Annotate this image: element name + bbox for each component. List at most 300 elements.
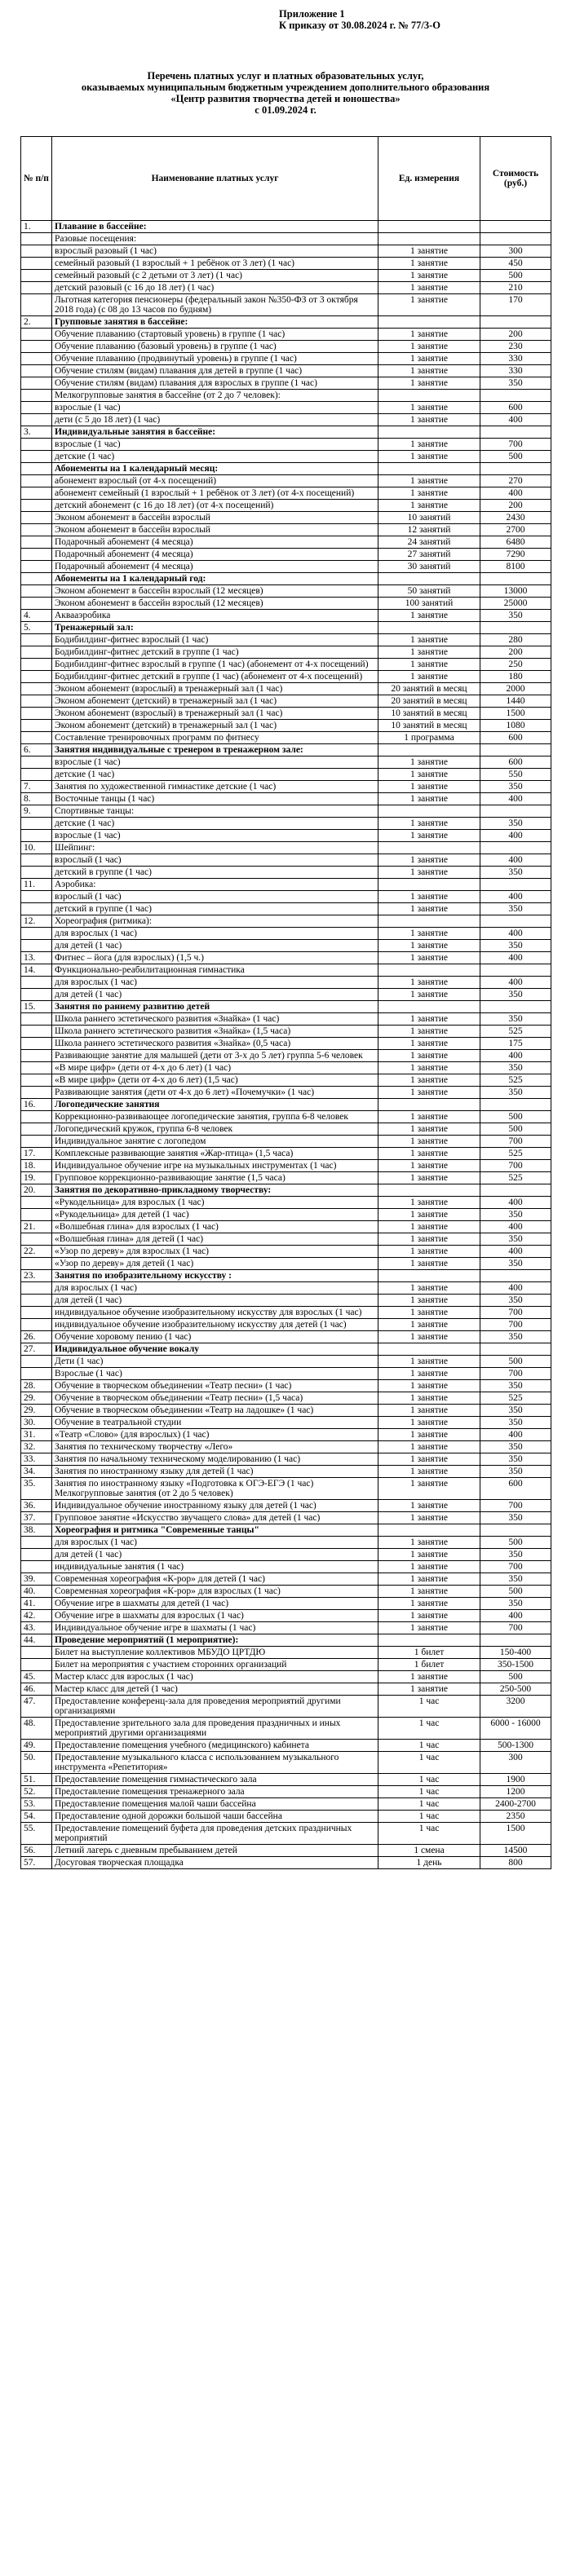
row-number-cell: 47.	[21, 1696, 52, 1718]
unit-cell: 1 занятие	[378, 414, 480, 426]
service-name-cell: Спортивные танцы:	[52, 805, 378, 818]
unit-cell: 1 занятие	[378, 451, 480, 463]
table-row	[21, 977, 551, 989]
table-row	[21, 805, 551, 818]
price-cell: 200	[480, 646, 551, 659]
row-number-cell: 18.	[21, 1160, 52, 1172]
unit-cell: 1 занятие	[378, 1671, 480, 1683]
row-number-cell	[21, 1282, 52, 1295]
table-row	[21, 1380, 551, 1392]
table-row	[21, 1478, 551, 1500]
price-cell: 400	[480, 891, 551, 903]
row-number-cell	[21, 1013, 52, 1026]
service-name-cell: Бодибилдинг-фитнес детский в группе (1 час) (абонемент от 4-х посещений)	[52, 671, 378, 683]
unit-cell: 1 занятие	[378, 1160, 480, 1172]
row-number-cell: 52.	[21, 1786, 52, 1798]
table-row	[21, 1209, 551, 1221]
unit-cell: 1 занятие	[378, 952, 480, 964]
row-number-cell: 45.	[21, 1671, 52, 1683]
service-name-cell: «Волшебная глина» для взрослых (1 час)	[52, 1221, 378, 1233]
row-number-cell	[21, 463, 52, 475]
table-row	[21, 1233, 551, 1246]
unit-cell	[378, 1634, 480, 1647]
service-name-cell: абонемент семейный (1 взрослый + 1 ребёнок от 3 лет) (от 4-х посещений)	[52, 487, 378, 500]
row-number-cell	[21, 487, 52, 500]
unit-cell: 1 занятие	[378, 353, 480, 365]
price-cell: 350	[480, 1295, 551, 1307]
service-name-cell: Эконом абонемент в бассейн взрослый	[52, 524, 378, 536]
service-name-cell: Предоставление помещения малой чаши бассейна	[52, 1798, 378, 1811]
price-cell: 2700	[480, 524, 551, 536]
service-name-cell: Занятия по иностранному языку для детей (1 час)	[52, 1466, 378, 1478]
unit-cell: 1 программа	[378, 732, 480, 744]
service-name-cell: Взрослые (1 час)	[52, 1368, 378, 1380]
service-name-cell: Эконом абонемент в бассейн взрослый (12 месяцев)	[52, 585, 378, 598]
price-cell: 600	[480, 756, 551, 769]
price-cell: 300	[480, 245, 551, 258]
table-row	[21, 1549, 551, 1561]
price-cell: 700	[480, 1160, 551, 1172]
unit-cell: 1 занятие	[378, 1246, 480, 1258]
row-number-cell	[21, 414, 52, 426]
unit-cell: 1 занятие	[378, 903, 480, 915]
price-cell: 500	[480, 1111, 551, 1123]
service-name-cell: Эконом абонемент в бассейн взрослый (12 месяцев)	[52, 598, 378, 610]
price-cell: 400	[480, 1050, 551, 1062]
row-number-cell: 14.	[21, 964, 52, 977]
table-row	[21, 1013, 551, 1026]
unit-cell	[378, 805, 480, 818]
table-row	[21, 1038, 551, 1050]
row-number-cell: 56.	[21, 1845, 52, 1857]
row-number-cell	[21, 1356, 52, 1368]
table-row	[21, 1417, 551, 1429]
unit-cell: 1 занятие	[378, 867, 480, 879]
row-number-cell: 34.	[21, 1466, 52, 1478]
service-name-cell: «Узор по дереву» для взрослых (1 час)	[52, 1246, 378, 1258]
row-number-cell	[21, 1050, 52, 1062]
row-number-cell	[21, 512, 52, 524]
table-row	[21, 903, 551, 915]
row-number-cell: 6.	[21, 744, 52, 756]
unit-cell: 1 занятие	[378, 294, 480, 316]
service-name-cell: Обучение стилям (видам) плавания для детей в группе (1 час)	[52, 365, 378, 377]
price-cell: 800	[480, 1857, 551, 1869]
price-cell: 400	[480, 1429, 551, 1441]
row-number-cell	[21, 683, 52, 695]
service-name-cell: Предоставление помещения тренажерного зала	[52, 1786, 378, 1798]
service-name-cell: Восточные танцы (1 час)	[52, 793, 378, 805]
service-name-cell: взрослые (1 час)	[52, 830, 378, 842]
unit-cell: 1 занятие	[378, 1282, 480, 1295]
service-name-cell: Коррекционно-развивающее логопедические занятия, группа 6-8 человек	[52, 1111, 378, 1123]
service-name-cell: для взрослых (1 час)	[52, 977, 378, 989]
table-row	[21, 1634, 551, 1647]
service-name-cell: Подарочный абонемент (4 месяца)	[52, 561, 378, 573]
price-cell: 500	[480, 1537, 551, 1549]
unit-cell: 1 час	[378, 1752, 480, 1774]
price-cell: 350	[480, 867, 551, 879]
table-row	[21, 854, 551, 867]
table-row	[21, 622, 551, 634]
row-number-cell: 17.	[21, 1148, 52, 1160]
row-number-cell	[21, 1062, 52, 1074]
row-number-cell	[21, 1074, 52, 1087]
table-row	[21, 1500, 551, 1512]
table-row	[21, 1774, 551, 1786]
row-number-cell: 50.	[21, 1752, 52, 1774]
unit-cell: 1 занятие	[378, 1221, 480, 1233]
unit-cell: 1 занятие	[378, 1453, 480, 1466]
price-cell: 400	[480, 1221, 551, 1233]
price-cell: 700	[480, 1622, 551, 1634]
row-number-cell	[21, 1111, 52, 1123]
table-row	[21, 1441, 551, 1453]
service-name-cell: детский разовый (с 16 до 18 лет) (1 час)	[52, 282, 378, 294]
row-number-cell	[21, 867, 52, 879]
row-number-cell	[21, 1038, 52, 1050]
row-number-cell: 22.	[21, 1246, 52, 1258]
unit-cell: 1 занятие	[378, 1233, 480, 1246]
unit-cell: 1 занятие	[378, 1549, 480, 1561]
price-cell: 300	[480, 1752, 551, 1774]
price-cell	[480, 316, 551, 329]
row-number-cell: 20.	[21, 1184, 52, 1197]
service-name-cell: Школа раннего эстетического развития «Знайка» (1,5 часа)	[52, 1026, 378, 1038]
price-cell: 1500	[480, 708, 551, 720]
unit-cell: 1 занятие	[378, 1111, 480, 1123]
row-number-cell: 51.	[21, 1774, 52, 1786]
unit-cell: 1 занятие	[378, 1512, 480, 1524]
table-row	[21, 221, 551, 233]
service-name-cell: Предоставление помещения гимнастического зала	[52, 1774, 378, 1786]
row-number-cell	[21, 353, 52, 365]
price-cell: 350	[480, 1573, 551, 1586]
header-price: Стоимость (руб.)	[480, 137, 551, 221]
service-name-cell: детские (1 час)	[52, 769, 378, 781]
table-row	[21, 964, 551, 977]
price-cell: 700	[480, 1136, 551, 1148]
table-row	[21, 573, 551, 585]
table-row	[21, 1647, 551, 1659]
service-name-cell: Занятия по изобразительному искусству :	[52, 1270, 378, 1282]
unit-cell: 1 занятие	[378, 769, 480, 781]
price-cell: 350	[480, 1331, 551, 1343]
table-row	[21, 1319, 551, 1331]
appendix-label: Приложение 1	[279, 8, 345, 20]
row-number-cell	[21, 646, 52, 659]
table-row	[21, 1074, 551, 1087]
unit-cell	[378, 426, 480, 439]
row-number-cell	[21, 1549, 52, 1561]
row-number-cell	[21, 439, 52, 451]
table-row	[21, 1307, 551, 1319]
unit-cell: 1 занятие	[378, 781, 480, 793]
price-cell: 500	[480, 451, 551, 463]
row-number-cell	[21, 451, 52, 463]
table-row	[21, 402, 551, 414]
price-cell: 400	[480, 1610, 551, 1622]
service-name-cell: детский в группе (1 час)	[52, 903, 378, 915]
unit-cell: 1 час	[378, 1811, 480, 1823]
service-name-cell: абонемент взрослый (от 4-х посещений)	[52, 475, 378, 487]
price-cell	[480, 426, 551, 439]
table-row	[21, 561, 551, 573]
price-cell: 600	[480, 1478, 551, 1500]
unit-cell: 1 занятие	[378, 329, 480, 341]
unit-cell: 1 день	[378, 1857, 480, 1869]
table-row	[21, 233, 551, 245]
row-number-cell: 9.	[21, 805, 52, 818]
price-cell	[480, 879, 551, 891]
row-number-cell	[21, 524, 52, 536]
service-name-cell: Групповые занятия в бассейне:	[52, 316, 378, 329]
service-name-cell: Обучение плаванию (стартовый уровень) в группе (1 час)	[52, 329, 378, 341]
row-number-cell	[21, 365, 52, 377]
table-row	[21, 536, 551, 549]
price-cell: 170	[480, 294, 551, 316]
service-name-cell: Занятия по декоративно-прикладному творчеству:	[52, 1184, 378, 1197]
unit-cell: 1 билет	[378, 1647, 480, 1659]
row-number-cell	[21, 341, 52, 353]
unit-cell: 1 занятие	[378, 1368, 480, 1380]
table-row	[21, 1786, 551, 1798]
row-number-cell: 29.	[21, 1392, 52, 1405]
price-cell: 500	[480, 1123, 551, 1136]
price-cell: 175	[480, 1038, 551, 1050]
table-row	[21, 1148, 551, 1160]
row-number-cell: 48.	[21, 1718, 52, 1740]
price-cell: 700	[480, 1500, 551, 1512]
unit-cell: 1 занятие	[378, 977, 480, 989]
table-row	[21, 1111, 551, 1123]
table-row	[21, 1331, 551, 1343]
unit-cell: 1 занятие	[378, 1380, 480, 1392]
unit-cell	[378, 390, 480, 402]
unit-cell: 1 занятие	[378, 365, 480, 377]
price-cell: 350	[480, 1549, 551, 1561]
service-name-cell: Бодибилдинг-фитнес детский в группе (1 час)	[52, 646, 378, 659]
unit-cell: 1 занятие	[378, 1429, 480, 1441]
unit-cell: 1 занятие	[378, 1148, 480, 1160]
unit-cell: 1 занятие	[378, 1610, 480, 1622]
table-row	[21, 598, 551, 610]
price-cell: 14500	[480, 1845, 551, 1857]
price-cell	[480, 1184, 551, 1197]
price-cell: 350	[480, 989, 551, 1001]
service-name-cell: взрослый разовый (1 час)	[52, 245, 378, 258]
row-number-cell: 7.	[21, 781, 52, 793]
service-name-cell: детские (1 час)	[52, 818, 378, 830]
table-row	[21, 1823, 551, 1845]
row-number-cell	[21, 634, 52, 646]
table-row	[21, 1752, 551, 1774]
table-row	[21, 1356, 551, 1368]
price-cell: 525	[480, 1074, 551, 1087]
price-cell: 350	[480, 377, 551, 390]
service-name-cell: Бодибилдинг-фитнес взрослый (1 час)	[52, 634, 378, 646]
row-number-cell	[21, 549, 52, 561]
unit-cell: 1 занятие	[378, 1062, 480, 1074]
service-name-cell: взрослый (1 час)	[52, 891, 378, 903]
table-row	[21, 1573, 551, 1586]
service-name-cell: Эконом абонемент в бассейн взрослый	[52, 512, 378, 524]
table-row	[21, 1184, 551, 1197]
unit-cell: 1 занятие	[378, 1500, 480, 1512]
unit-cell: 1 час	[378, 1786, 480, 1798]
row-number-cell: 27.	[21, 1343, 52, 1356]
row-number-cell	[21, 708, 52, 720]
table-row	[21, 879, 551, 891]
service-name-cell: Современная хореография «К-рор» для детей (1 час)	[52, 1573, 378, 1586]
service-name-cell: «В мире цифр» (дети от 4-х до 6 лет) (1,5 час)	[52, 1074, 378, 1087]
row-number-cell: 40.	[21, 1586, 52, 1598]
price-cell: 1500	[480, 1823, 551, 1845]
price-cell: 450	[480, 258, 551, 270]
price-cell: 350	[480, 1233, 551, 1246]
table-row	[21, 500, 551, 512]
unit-cell	[378, 463, 480, 475]
service-name-cell: для детей (1 час)	[52, 1295, 378, 1307]
unit-cell: 1 занятие	[378, 377, 480, 390]
row-number-cell	[21, 536, 52, 549]
unit-cell: 1 занятие	[378, 854, 480, 867]
title-line-1: Перечень платных услуг и платных образовательных услуг,	[147, 70, 424, 82]
price-cell: 1900	[480, 1774, 551, 1786]
service-name-cell: Билет на выступление коллективов МБУДО ЦРТДЮ	[52, 1647, 378, 1659]
table-row	[21, 1622, 551, 1634]
row-number-cell	[21, 573, 52, 585]
service-name-cell: Предоставление помещения учебного (медицинского) кабинета	[52, 1740, 378, 1752]
unit-cell: 1 занятие	[378, 1209, 480, 1221]
table-row	[21, 830, 551, 842]
row-number-cell: 16.	[21, 1099, 52, 1111]
price-cell	[480, 842, 551, 854]
row-number-cell	[21, 695, 52, 708]
price-cell: 350	[480, 1258, 551, 1270]
unit-cell: 1 занятие	[378, 1331, 480, 1343]
price-cell: 330	[480, 365, 551, 377]
table-row	[21, 1123, 551, 1136]
table-row	[21, 1270, 551, 1282]
row-number-cell	[21, 1368, 52, 1380]
row-number-cell: 3.	[21, 426, 52, 439]
price-cell: 350	[480, 1417, 551, 1429]
service-name-cell: Мастер класс для детей (1 час)	[52, 1683, 378, 1696]
price-cell: 25000	[480, 598, 551, 610]
header-unit: Ед. измерения	[378, 137, 480, 221]
row-number-cell	[21, 475, 52, 487]
row-number-cell	[21, 854, 52, 867]
table-row	[21, 1718, 551, 1740]
row-number-cell: 28.	[21, 1380, 52, 1392]
price-cell: 400	[480, 928, 551, 940]
price-cell: 350	[480, 903, 551, 915]
service-name-cell: для детей (1 час)	[52, 1549, 378, 1561]
price-cell: 600	[480, 402, 551, 414]
table-row	[21, 294, 551, 316]
unit-cell	[378, 1343, 480, 1356]
unit-cell: 1 занятие	[378, 891, 480, 903]
table-row	[21, 1160, 551, 1172]
price-cell: 350	[480, 1013, 551, 1026]
price-cell: 350	[480, 1466, 551, 1478]
table-row	[21, 1659, 551, 1671]
row-number-cell: 37.	[21, 1512, 52, 1524]
price-cell: 525	[480, 1148, 551, 1160]
unit-cell: 100 занятий	[378, 598, 480, 610]
price-cell: 400	[480, 793, 551, 805]
row-number-cell	[21, 1136, 52, 1148]
table-row	[21, 732, 551, 744]
service-name-cell: Эконом абонемент (взрослый) в тренажерный зал (1 час)	[52, 708, 378, 720]
service-name-cell: Обучение стилям (видам) плавания для взрослых в группе (1 час)	[52, 377, 378, 390]
unit-cell: 1 занятие	[378, 1307, 480, 1319]
table-row	[21, 1683, 551, 1696]
row-number-cell	[21, 1659, 52, 1671]
table-row	[21, 1392, 551, 1405]
price-cell: 550	[480, 769, 551, 781]
price-cell: 500	[480, 270, 551, 282]
row-number-cell	[21, 1123, 52, 1136]
row-number-cell: 33.	[21, 1453, 52, 1466]
price-cell: 350	[480, 1598, 551, 1610]
price-cell: 350-1500	[480, 1659, 551, 1671]
unit-cell: 20 занятий в месяц	[378, 683, 480, 695]
service-name-cell: Дети (1 час)	[52, 1356, 378, 1368]
price-cell	[480, 622, 551, 634]
table-row	[21, 1671, 551, 1683]
row-number-cell	[21, 500, 52, 512]
price-cell: 400	[480, 1246, 551, 1258]
service-name-cell: Проведение мероприятий (1 мероприятие):	[52, 1634, 378, 1647]
row-number-cell	[21, 1087, 52, 1099]
row-number-cell: 53.	[21, 1798, 52, 1811]
table-row	[21, 1811, 551, 1823]
price-cell: 350	[480, 781, 551, 793]
price-cell: 350	[480, 1453, 551, 1466]
price-cell: 500-1300	[480, 1740, 551, 1752]
table-row	[21, 1405, 551, 1417]
service-name-cell: индивидуальное обучение изобразительному искусству для взрослых (1 час)	[52, 1307, 378, 1319]
row-number-cell	[21, 294, 52, 316]
unit-cell: 1 занятие	[378, 1172, 480, 1184]
row-number-cell: 44.	[21, 1634, 52, 1647]
service-name-cell: Развивающие занятия (дети от 4-х до 6 лет) «Почемучки» (1 час)	[52, 1087, 378, 1099]
row-number-cell: 35.	[21, 1478, 52, 1500]
unit-cell: 1 занятие	[378, 646, 480, 659]
price-cell: 400	[480, 977, 551, 989]
row-number-cell: 11.	[21, 879, 52, 891]
price-cell: 6000 - 16000	[480, 1718, 551, 1740]
unit-cell: 1 час	[378, 1823, 480, 1845]
price-cell	[480, 744, 551, 756]
row-number-cell	[21, 282, 52, 294]
service-name-cell: Аэробика:	[52, 879, 378, 891]
table-row	[21, 353, 551, 365]
unit-cell: 1 занятие	[378, 1598, 480, 1610]
title-line-2: оказываемых муниципальным бюджетным учреждением дополнительного образования	[81, 82, 490, 93]
service-name-cell: Современная хореография «К-рор» для взрослых (1 час)	[52, 1586, 378, 1598]
unit-cell: 1 занятие	[378, 282, 480, 294]
unit-cell: 12 занятий	[378, 524, 480, 536]
table-row	[21, 842, 551, 854]
row-number-cell	[21, 1647, 52, 1659]
row-number-cell	[21, 1561, 52, 1573]
service-name-cell: Школа раннего эстетического развития «Знайка» (0,5 часа)	[52, 1038, 378, 1050]
row-number-cell	[21, 940, 52, 952]
row-number-cell: 12.	[21, 915, 52, 928]
